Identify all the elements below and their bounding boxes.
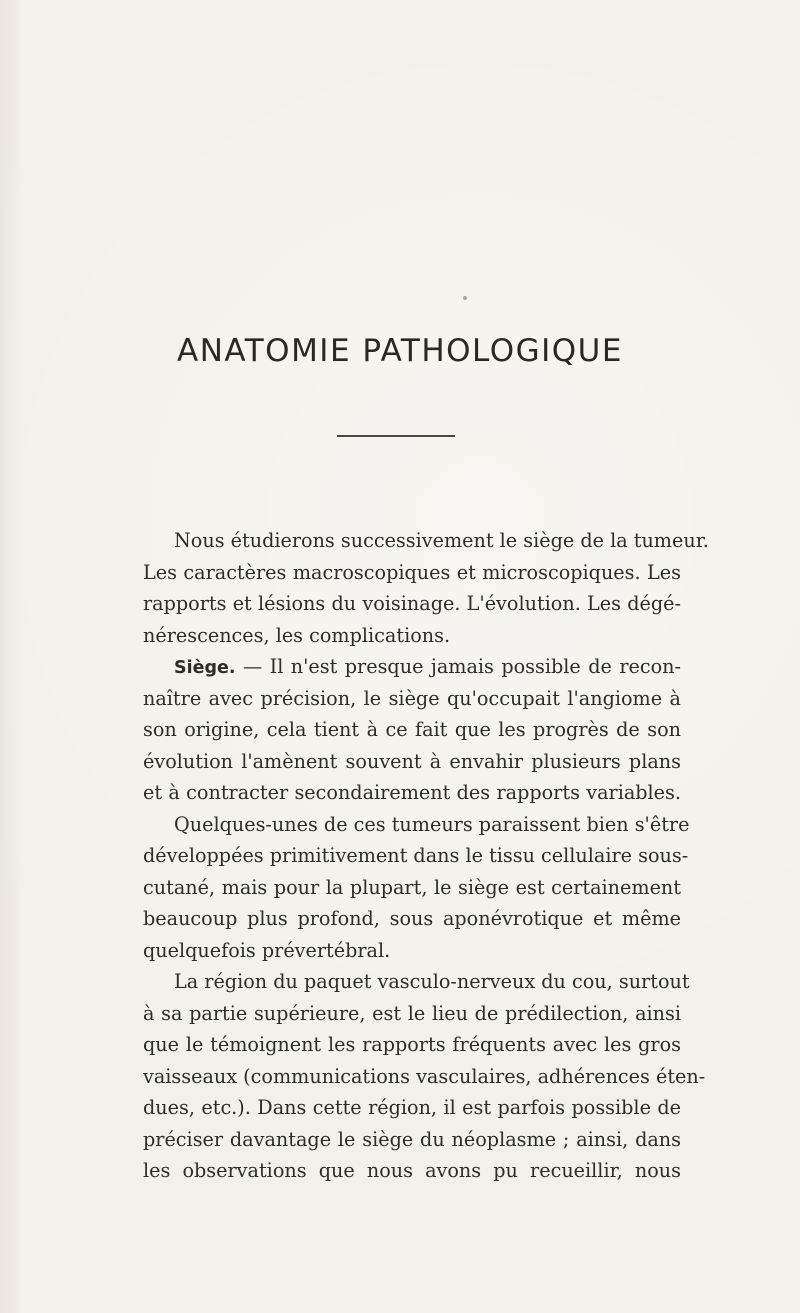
- section-first-line: [143, 651, 681, 683]
- text-line: développées primitivement dans le tissu cellulaire sous-: [143, 844, 689, 867]
- text-line: Quelques-unes de ces tumeurs paraissent bien s'être: [174, 812, 690, 836]
- text-line: — Il n'est presque jamais possible de recon-: [242, 655, 681, 678]
- text-line: les observations que nous avons pu recueillir, nous: [143, 1159, 681, 1182]
- text-line: La région du paquet vasculo-nerveux du cou, surtout: [174, 970, 690, 993]
- text-line: Nous étudierons successivement le siège de la tumeur.: [174, 529, 709, 552]
- section-heading: Siège.: [174, 658, 236, 678]
- text-line: son origine, cela tient à ce fait que les progrès de son: [143, 718, 681, 741]
- text-line: à sa partie supérieure, est le lieu de prédilection, ainsi: [143, 1001, 681, 1025]
- text-line: beaucoup plus profond, sous aponévrotique et même: [143, 907, 681, 930]
- text-line: évolution l'amènent souvent à envahir plusieurs plans: [143, 749, 681, 773]
- page-title: ANATOMIE PATHOLOGIQUE: [177, 333, 623, 369]
- text-line: que le témoignent les rapports fréquents avec les gros: [143, 1033, 681, 1056]
- text-line: dues, etc.). Dans cette région, il est parfois possible de: [143, 1096, 681, 1119]
- text-line: cutané, mais pour la plupart, le siège est certainement: [143, 875, 681, 899]
- text-line: et à contracter secondairement des rapports variables.: [143, 781, 681, 804]
- text-line: vaisseaux (communications vasculaires, adhérences éten-: [143, 1064, 706, 1088]
- text-line: Les caractères macroscopiques et microscopiques. Les: [143, 560, 681, 584]
- title-divider: [337, 435, 455, 437]
- body-text: [143, 525, 709, 1187]
- text-line: rapports et lésions du voisinage. L'évolution. Les dégé-: [143, 592, 681, 615]
- text-line: préciser davantage le siège du néoplasme ; ainsi, dans: [143, 1127, 681, 1151]
- text-line: quelquefois prévertébral.: [143, 938, 391, 962]
- ink-speck: [463, 296, 467, 300]
- text-line: naître avec précision, le siège qu'occupait l'angiome à: [143, 686, 681, 710]
- text-line: nérescences, les complications.: [143, 623, 451, 647]
